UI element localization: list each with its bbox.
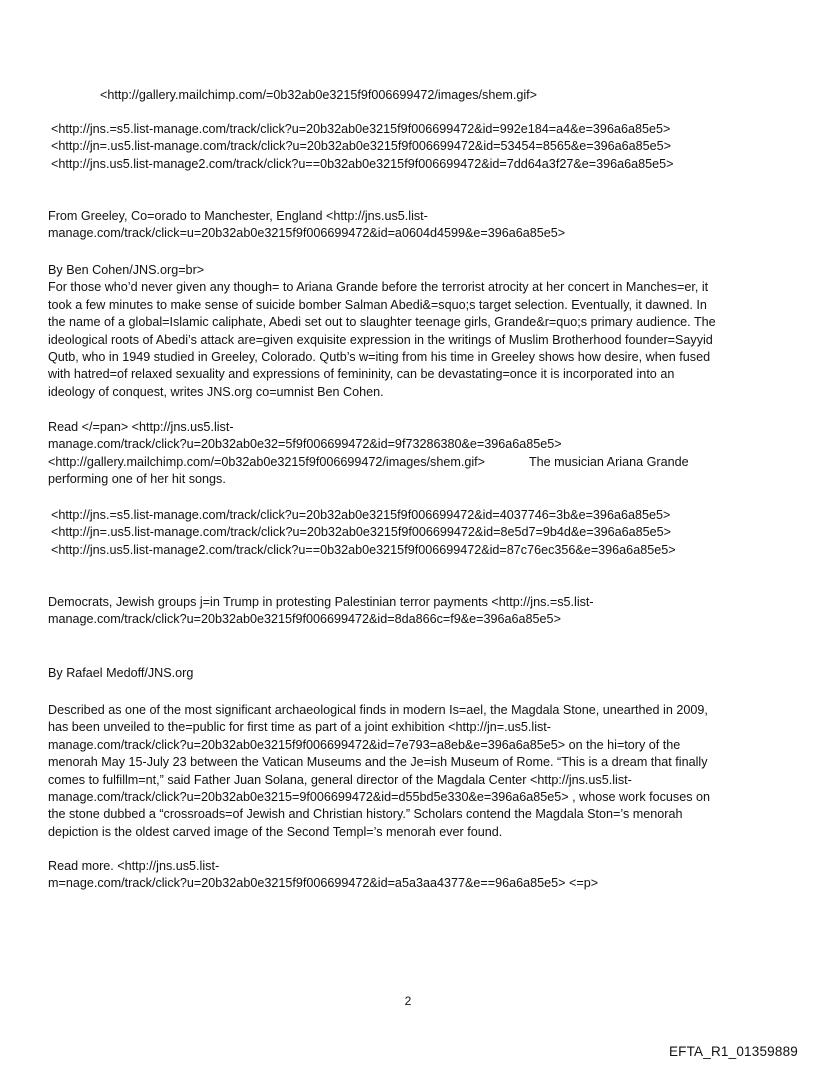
article-body-cohen xyxy=(48,262,772,401)
article-headline-greeley xyxy=(48,208,772,243)
text-line: with hatred=of relaxed sexuality and expressions of femininity, can be devastating=once it is incorporated into an xyxy=(48,367,675,382)
image-caption-line xyxy=(48,454,772,471)
text-line: By Rafael Medoff/JNS.org xyxy=(48,666,194,680)
image-link: <http://gallery.mailchimp.com/=0b32ab0e3215f9f006699472/images/shem.gif> xyxy=(48,454,485,469)
text-line: Read more. <http://jns.us5.list- xyxy=(48,859,220,873)
text-line: <http://jns.us5.list-manage2.com/track/click?u==0b32ab0e3215f9f006699472&id=87c76ec356&e=396a6a85e5> xyxy=(51,542,676,557)
text-line: comes to fulfillm=nt,” said Father Juan Solana, general director of the Magdala Center <http://jns.us5.list- xyxy=(48,772,632,787)
text-line: Democrats, Jewish groups j=in Trump in protesting Palestinian terror payments <http://jns.=s5.list- xyxy=(48,595,594,609)
article-body-magdala xyxy=(48,702,772,841)
document-id: EFTA_R1_01359889 xyxy=(668,1044,798,1059)
text-line: manage.com/track/click?u=20b32ab0e3215f9f006699472&id=7e793=a8eb&e=396a6a85e5> on the hi=tory of the xyxy=(48,737,681,752)
tracking-links-group-2 xyxy=(51,507,775,559)
text-line: <http://gallery.mailchimp.com/=0b32ab0e3215f9f006699472/images/shem.gif> xyxy=(100,88,537,102)
text-line: ideology of conquest, writes JNS.org co=umnist Ben Cohen. xyxy=(48,384,384,399)
text-line: took a few minutes to make sense of suicide bomber Salman Abedi&=squo;s target selection. Eventually, it dawned. In xyxy=(48,297,707,312)
image-link-shem xyxy=(100,87,816,104)
text-line: manage.com/track/click?u=20b32ab0e32=5f9f006699472&id=9f73286380&e=396a6a85e5> xyxy=(48,437,562,452)
article-headline-democrats xyxy=(48,594,772,629)
text-line: By Ben Cohen/JNS.org=br> xyxy=(48,263,205,277)
page-number: 2 xyxy=(404,994,412,1008)
text-line: <http://jns.us5.list-manage2.com/track/click?u==0b32ab0e3215f9f006699472&id=7dd64a3f27&e=396a6a85e5> xyxy=(51,156,674,171)
byline-medoff xyxy=(48,665,772,682)
text-line: has been unveiled to the=public for first time as part of a joint exhibition <http://jn=.us5.list- xyxy=(48,720,551,735)
text-line: From Greeley, Co=orado to Manchester, England <http://jns.us5.list- xyxy=(48,209,428,223)
text-line: manage.com/track/click?u=20b32ab0e3215f9f006699472&id=8da866c=f9&e=396a6a85e5> xyxy=(48,612,561,627)
text-line: Described as one of the most significant archaeological finds in modern Is=ael, the Magdala Stone, unearthed in 2009, xyxy=(48,703,708,717)
text-line: <http://jns.=s5.list-manage.com/track/click?u=20b32ab0e3215f9f006699472&id=4037746=3b&e=396a6a85e5> xyxy=(51,508,671,522)
text-line: menorah May 15-July 23 between the Vatican Museums and the Je=ish Museum of Rome. “This is a dream that finally xyxy=(48,755,708,770)
read-more-cohen xyxy=(48,419,772,489)
text-line: For those who’d never given any though= to Ariana Grande before the terrorist atrocity at her concert in Manches=er, it xyxy=(48,280,709,295)
text-line: <http://jn=.us5.list-manage.com/track/click?u=20b32ab0e3215f9f006699472&id=53454=8565&e=396a6a85e5> xyxy=(51,139,672,154)
image-caption: The musician Ariana Grande xyxy=(528,454,689,469)
read-more-medoff xyxy=(48,858,772,893)
text-line: depiction is the oldest carved image of the Second Templ=’s menorah ever found. xyxy=(48,824,503,839)
text-line: manage.com/track/click=u=20b32ab0e3215f9f006699472&id=a0604d4599&e=396a6a85e5> xyxy=(48,226,566,241)
text-line: performing one of her hit songs. xyxy=(48,472,226,487)
text-line: <http://jns.=s5.list-manage.com/track/click?u=20b32ab0e3215f9f006699472&id=992e184=a4&e=396a6a85e5> xyxy=(51,122,671,136)
text-line: the stone dubbed a “crossroads=of Jewish and Christian history.” Scholars contend the Magdala Ston=’s menorah xyxy=(48,807,683,822)
text-line: Qutb, who in 1949 studied in Greeley, Colorado. Qutb’s w=iting from his time in Greeley shows how desire, when fused xyxy=(48,350,711,365)
tracking-links-group-1 xyxy=(51,121,775,173)
text-line: ideological roots of Abedi’s attack are=given exquisite expression in the writings of Muslim Brotherhood founder=Sayyid xyxy=(48,332,713,347)
text-line: <http://jn=.us5.list-manage.com/track/click?u=20b32ab0e3215f9f006699472&id=8e5d7=9b4d&e=396a6a85e5> xyxy=(51,525,672,540)
text-line: m=nage.com/track/click?u=20b32ab0e3215f9f006699472&id=a5a3aa4377&e==96a6a85e5> <=p> xyxy=(48,876,599,891)
text-line: manage.com/track/click?u=20b32ab0e3215=9f006699472&id=d55bd5e330&e=396a6a85e5> , whose work focuses on xyxy=(48,790,711,805)
text-line: Read </=pan> <http://jns.us5.list- xyxy=(48,420,234,434)
text-line: the name of a global=Islamic caliphate, Abedi set out to slaughter teenage girls, Grande&r=quo;s primary audience. The xyxy=(48,315,716,330)
